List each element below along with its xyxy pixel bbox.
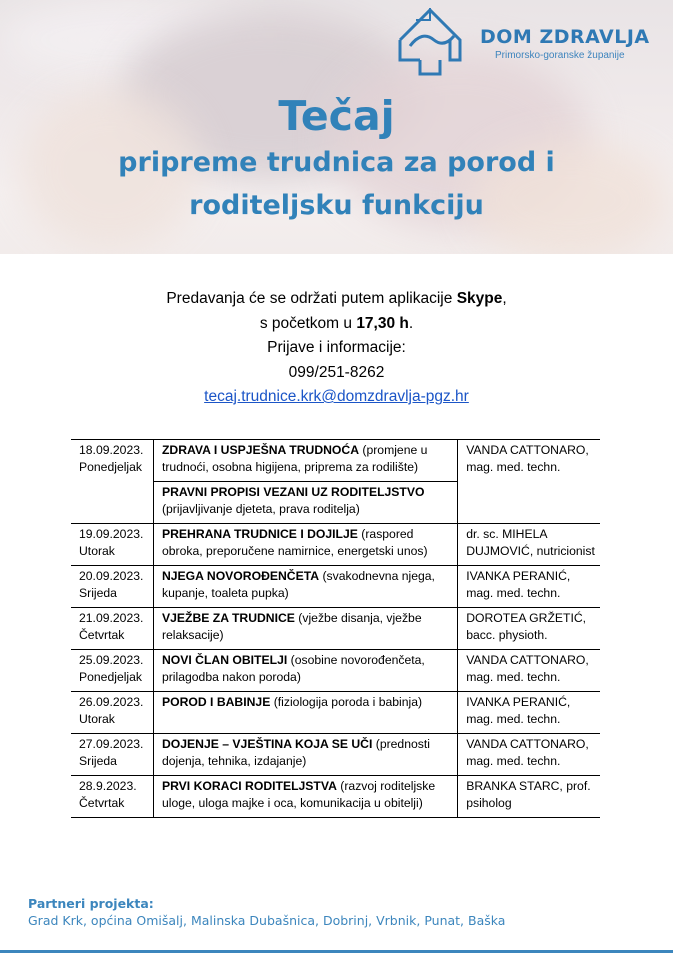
session-date-cell <box>71 650 153 692</box>
session-day: Utorak <box>79 711 115 726</box>
schedule-row <box>71 650 600 692</box>
session-topic-detail: (prednosti dojenja, tehnika, izdajanje) <box>161 737 430 768</box>
session-date-cell <box>71 776 153 818</box>
session-topic-cell <box>153 734 457 776</box>
logo-name: DOM ZDRAVLJA <box>480 26 650 48</box>
session-topic: VJEŽBE ZA TRUDNICE <box>161 611 295 625</box>
session-topic-cell <box>153 566 457 608</box>
session-topic: PRVI KORACI RODITELJSTVA <box>161 779 337 793</box>
session-date: 21.09.2023. <box>79 611 144 625</box>
session-date: 28.9.2023. <box>79 779 137 793</box>
session-topic-detail: (raspored obroka, preporučene namirnice, energetski unos) <box>161 527 428 558</box>
session-day: Srijeda <box>79 585 117 600</box>
partners-list: Grad Krk, općina Omišalj, Malinska Dubašnica, Dobrinj, Vrbnik, Punat, Baška <box>28 913 506 928</box>
session-date-cell <box>71 524 153 566</box>
schedule-row <box>71 566 600 608</box>
platform-line <box>0 287 673 312</box>
session-date-cell <box>71 566 153 608</box>
session-topic-detail: (vježbe disanja, vježbe relaksacije) <box>161 611 422 642</box>
session-date: 18.09.2023. <box>79 443 144 457</box>
session-lecturer: dr. sc. MIHELA DUJMOVIĆ, nutricionist <box>458 524 600 566</box>
session-topic-cell <box>153 440 457 482</box>
session-topic: POROD I BABINJE <box>161 695 271 709</box>
session-day: Srijeda <box>79 753 117 768</box>
session-topic-cell <box>153 482 457 524</box>
session-topic: PRAVNI PROPISI VEZANI UZ RODITELJSTVO <box>161 485 425 499</box>
session-topic-cell <box>153 650 457 692</box>
page-title: Tečaj <box>278 92 395 140</box>
session-topic-cell <box>153 524 457 566</box>
session-date: 25.09.2023. <box>79 653 144 667</box>
session-day: Četvrtak <box>79 627 125 642</box>
session-topic: DOJENJE – VJEŠTINA KOJA SE UČI <box>161 737 373 751</box>
session-date-cell <box>71 440 153 524</box>
phone-number: 099/251-8262 <box>288 363 385 381</box>
platform-text: Predavanja će se održati putem aplikacije <box>166 290 457 307</box>
schedule-row <box>71 524 600 566</box>
session-topic: ZDRAVA I USPJEŠNA TRUDNOĆA <box>161 443 360 457</box>
session-date-cell <box>71 734 153 776</box>
registration-label: Prijave i informacije: <box>267 339 406 356</box>
email-link[interactable]: tecaj.trudnice.krk@domzdravlja-pgz.hr <box>204 388 469 405</box>
platform-punct: , <box>502 290 507 307</box>
session-topic-cell <box>153 692 457 734</box>
session-day: Ponedjeljak <box>79 459 143 474</box>
session-lecturer: IVANKA PERANIĆ, mag. med. techn. <box>458 692 600 734</box>
session-topic: NOVI ČLAN OBITELJI <box>161 653 288 667</box>
session-topic-detail: (prijavljivanje djeteta, prava roditelja) <box>161 501 360 516</box>
session-topic-cell <box>153 776 457 818</box>
page-subtitle-line1: pripreme trudnica za porod i <box>118 147 555 178</box>
session-lecturer: BRANKA STARC, prof. psiholog <box>458 776 600 818</box>
course-info <box>0 287 673 410</box>
session-date-cell <box>71 692 153 734</box>
session-topic-detail: (promjene u trudnoći, osobna higijena, priprema za rodilište) <box>161 443 428 474</box>
session-lecturer: VANDA CATTONARO, mag. med. techn. <box>458 440 600 524</box>
session-topic-detail: (svakodnevna njega, kupanje, toaleta pupka) <box>161 569 435 600</box>
session-date: 27.09.2023. <box>79 737 144 751</box>
session-topic: NJEGA NOVOROĐENČETA <box>161 569 320 583</box>
session-date: 26.09.2023. <box>79 695 144 709</box>
session-day: Ponedjeljak <box>79 669 143 684</box>
session-date: 20.09.2023. <box>79 569 144 583</box>
session-day: Utorak <box>79 543 115 558</box>
logo <box>396 6 666 76</box>
session-topic-detail: (osobine novorođenčeta, prilagodba nakon poroda) <box>161 653 425 684</box>
partners-heading: Partneri projekta: <box>28 896 154 911</box>
start-time-line <box>0 312 673 337</box>
logo-subtitle: Primorsko-goranske županije <box>495 50 625 61</box>
session-lecturer: VANDA CATTONARO, mag. med. techn. <box>458 650 600 692</box>
start-time-text: s početkom u <box>259 314 357 332</box>
schedule-table <box>71 439 600 818</box>
session-topic-cell <box>153 608 457 650</box>
page-subtitle-line2: roditeljsku funkciju <box>189 190 484 221</box>
schedule-row <box>71 734 600 776</box>
schedule-row <box>71 692 600 734</box>
schedule-row <box>71 440 600 482</box>
header-banner <box>0 0 673 254</box>
session-lecturer: IVANKA PERANIĆ, mag. med. techn. <box>458 566 600 608</box>
partners-footer <box>28 896 505 928</box>
schedule-row <box>71 608 600 650</box>
session-date: 19.09.2023. <box>79 527 144 541</box>
start-time-punct: . <box>408 314 414 332</box>
session-topic-detail: (razvoj roditeljske uloge, uloga majke i oca, komunikacija u obitelji) <box>161 779 436 810</box>
session-topic-detail: (fiziologija poroda i babinja) <box>270 695 423 709</box>
start-time: 17,30 h <box>356 314 409 332</box>
session-topic: PREHRANA TRUDNICE I DOJILJE <box>161 527 358 541</box>
session-date-cell <box>71 608 153 650</box>
session-lecturer: VANDA CATTONARO, mag. med. techn. <box>458 734 600 776</box>
session-lecturer: DOROTEA GRŽETIĆ, bacc. physioth. <box>458 608 600 650</box>
schedule-row <box>71 776 600 818</box>
platform-name: Skype <box>456 290 503 307</box>
logo-emblem-icon <box>396 6 476 76</box>
session-day: Četvrtak <box>79 795 125 810</box>
